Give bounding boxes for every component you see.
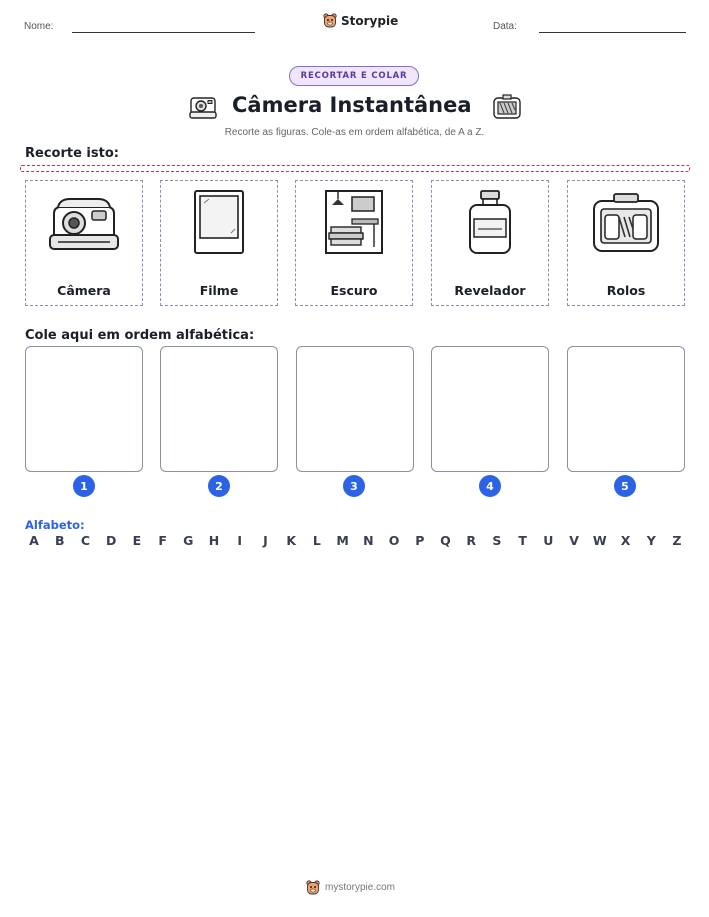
alphabet-letter: W — [592, 533, 607, 548]
alphabet-letter: V — [569, 533, 579, 548]
alphabet-letter: A — [29, 533, 39, 548]
instant-camera-icon — [46, 189, 122, 259]
film-rolls-icon — [588, 189, 664, 259]
alphabet-heading: Alfabeto: — [25, 518, 85, 532]
alphabet-row — [25, 533, 686, 548]
slot-number-1: 1 — [73, 475, 95, 497]
brand-name: Storypie — [341, 13, 399, 28]
slot-number-2: 2 — [208, 475, 230, 497]
film-icon — [181, 189, 257, 259]
instructions: Recorte as figuras. Cole-as em ordem alfabética, de A a Z. — [224, 127, 485, 138]
cut-line — [20, 165, 690, 172]
alphabet-letter: Q — [440, 533, 451, 548]
slot-number-4: 4 — [479, 475, 501, 497]
alphabet-letter: S — [492, 533, 502, 548]
title-film-roll-icon — [492, 93, 522, 121]
cut-card-rolls[interactable] — [567, 180, 685, 306]
alphabet-letter: T — [518, 533, 527, 548]
cut-heading: Recorte isto: — [25, 146, 119, 161]
alphabet-letter: J — [263, 533, 268, 548]
alphabet-letter: H — [208, 533, 220, 548]
alphabet-letter: X — [620, 533, 631, 548]
alphabet-letter: L — [312, 533, 321, 548]
developer-bottle-icon — [452, 189, 528, 259]
card-label: Câmera — [57, 283, 111, 298]
name-label: Nome: — [24, 21, 54, 32]
brand-logo — [323, 13, 398, 28]
slot-number-5: 5 — [614, 475, 636, 497]
alphabet-letter: K — [286, 533, 297, 548]
card-label: Filme — [199, 283, 239, 298]
alphabet-letter: M — [336, 533, 349, 548]
date-label: Data: — [493, 21, 517, 32]
card-label: Revelador — [454, 283, 526, 298]
paste-box-4[interactable] — [431, 346, 549, 472]
paste-box-5[interactable] — [567, 346, 685, 472]
alphabet-letter: F — [158, 533, 167, 548]
alphabet-letter: Z — [672, 533, 682, 548]
paste-box-3[interactable] — [296, 346, 414, 472]
alphabet-letter: D — [105, 533, 117, 548]
paste-box-1[interactable] — [25, 346, 143, 472]
paste-heading: Cole aqui em ordem alfabética: — [25, 328, 255, 343]
cut-card-film[interactable] — [160, 180, 278, 306]
paste-box-2[interactable] — [160, 346, 278, 472]
footer — [306, 880, 395, 895]
slot-number-3: 3 — [343, 475, 365, 497]
activity-badge: RECORTAR E COLAR — [289, 66, 419, 86]
card-label: Escuro — [330, 283, 378, 298]
alphabet-letter: R — [466, 533, 477, 548]
alphabet-letter: U — [543, 533, 554, 548]
alphabet-letter: B — [54, 533, 65, 548]
alphabet-letter: N — [363, 533, 374, 548]
storypie-mascot-icon — [306, 880, 320, 895]
date-line[interactable] — [539, 32, 686, 33]
title-camera-icon — [188, 94, 218, 120]
alphabet-letter: I — [237, 533, 243, 548]
card-label: Rolos — [606, 283, 646, 298]
alphabet-letter: G — [183, 533, 194, 548]
cut-card-camera[interactable] — [25, 180, 143, 306]
cut-card-developer[interactable] — [431, 180, 549, 306]
alphabet-letter: O — [388, 533, 400, 548]
alphabet-letter: E — [132, 533, 142, 548]
page-title: Câmera Instantânea — [232, 93, 472, 117]
alphabet-letter: P — [415, 533, 425, 548]
alphabet-letter: Y — [646, 533, 656, 548]
storypie-mascot-icon — [323, 13, 337, 28]
cut-card-darkroom[interactable] — [295, 180, 413, 306]
alphabet-letter: C — [80, 533, 91, 548]
name-line[interactable] — [72, 32, 255, 33]
footer-link[interactable]: mystorypie.com — [325, 882, 396, 893]
darkroom-icon — [316, 189, 392, 259]
